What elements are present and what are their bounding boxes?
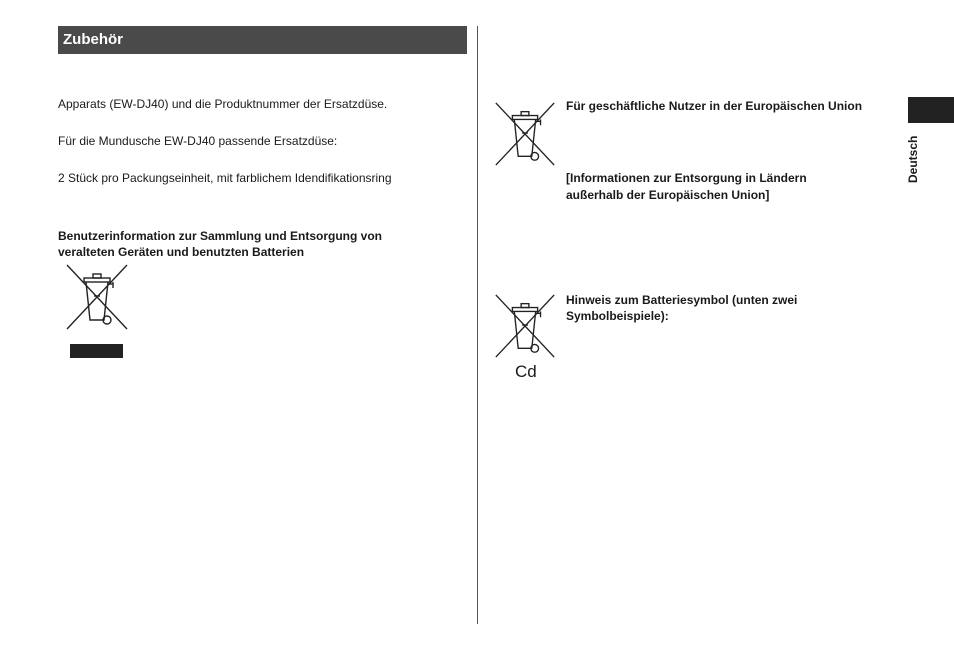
disposal-heading-line1: Benutzerinformation zur Sammlung und Entsorgung von — [58, 229, 382, 243]
section-title: Zubehör — [58, 26, 467, 54]
crossed-out-bin-icon — [492, 100, 558, 168]
crossed-out-bin-icon — [492, 292, 558, 360]
disposal-heading-line2: veralteten Geräten und benutzten Batterien — [58, 245, 305, 259]
outside-eu-line2: außerhalb der Europäischen Union] — [566, 188, 770, 202]
paragraph-nozzle: Für die Mundusche EW-DJ40 passende Ersatzdüse: — [58, 134, 338, 148]
battery-heading-line2: Symbolbeispiele): — [566, 309, 669, 323]
paragraph-model: Apparats (EW-DJ40) und die Produktnummer der Ersatzdüse. — [58, 97, 388, 111]
crossed-out-bin-icon — [64, 262, 130, 332]
black-bar — [70, 344, 123, 358]
language-label: Deutsch — [906, 135, 920, 183]
business-heading: Für geschäftliche Nutzer in der Europäischen Union — [566, 99, 863, 113]
battery-heading-line1: Hinweis zum Batteriesymbol (unten zwei — [566, 293, 798, 307]
paragraph-pack: 2 Stück pro Packungseinheit, mit farblichem Idendifikationsring — [58, 171, 392, 185]
language-tab — [908, 97, 954, 123]
cd-symbol-label: Cd — [515, 362, 537, 381]
outside-eu-line1: [Informationen zur Entsorgung in Ländern — [566, 171, 807, 185]
column-divider — [477, 26, 478, 624]
